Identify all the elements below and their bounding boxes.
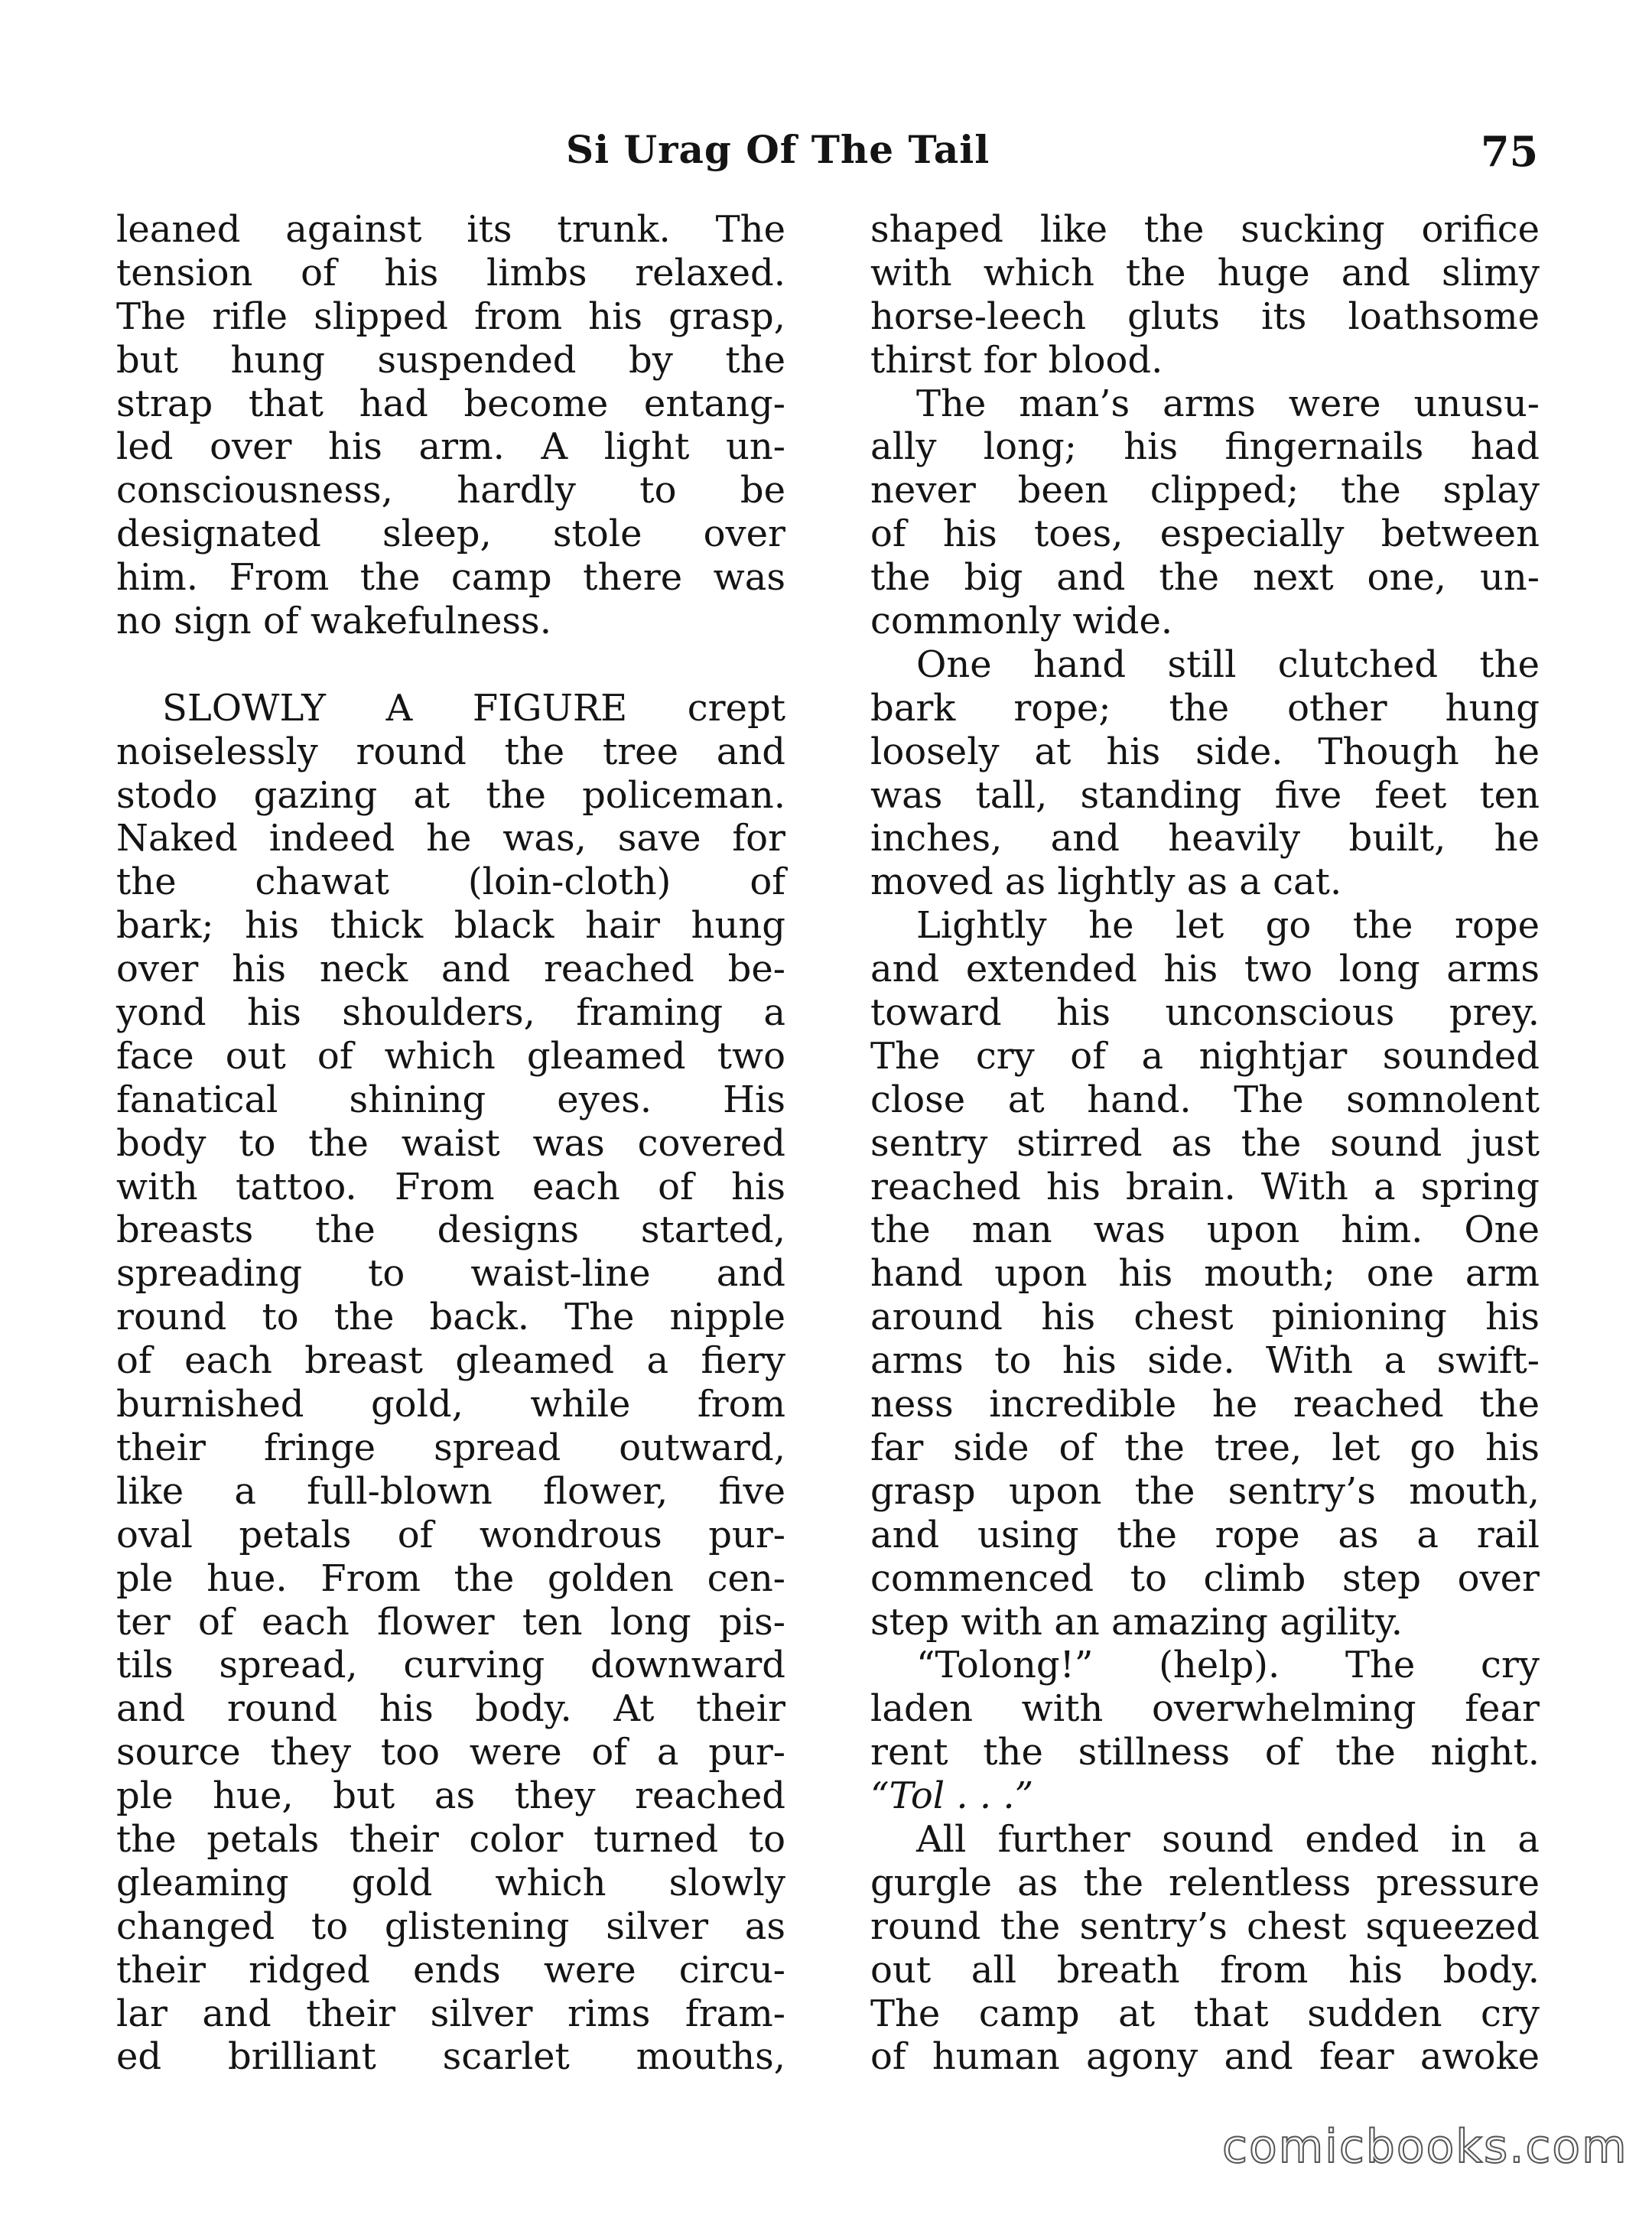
text-line: step with an amazing agility. (870, 1600, 1403, 1644)
text-line: inches, and heavily built, he (870, 817, 1540, 860)
text-line: Naked indeed he was, save for (116, 817, 785, 860)
text-line: the petals their color turned to (116, 1817, 785, 1861)
text-line: tils spread, curving downward (116, 1644, 785, 1687)
text-line: and extended his two long arms (870, 948, 1540, 991)
running-header-title: Si Urag Of The Tail (566, 127, 990, 172)
text-line: but hung suspended by the (116, 338, 785, 382)
text-line: laden with overwhelming fear (870, 1687, 1540, 1731)
text-line: reached his brain. With a spring (870, 1165, 1540, 1208)
text-line: ple hue. From the golden cen- (116, 1556, 785, 1600)
text-line: gurgle as the relentless pressure (870, 1861, 1540, 1904)
text-line: sentry stirred as the sound just (870, 1121, 1540, 1165)
text-line: shaped like the sucking orifice (870, 208, 1540, 251)
text-line: face out of which gleamed two (116, 1034, 785, 1078)
site-watermark: comicbooks.com (1222, 2120, 1628, 2174)
text-line: All further sound ended in a (916, 1817, 1540, 1861)
text-line: led over his arm. A light un- (116, 425, 785, 469)
text-line: the man was upon him. One (870, 1208, 1540, 1252)
text-line: The man’s arms were unusu- (916, 382, 1540, 425)
text-line: ally long; his fingernails had (870, 425, 1540, 469)
text-line: commonly wide. (870, 600, 1173, 643)
text-line: body to the waist was covered (116, 1121, 785, 1165)
text-line: round to the back. The nipple (116, 1296, 785, 1339)
text-line: leaned against its trunk. The (116, 208, 785, 251)
text-line: gleaming gold which slowly (116, 1861, 785, 1904)
left-text-column (116, 208, 785, 2079)
text-line: burnished gold, while from (116, 1383, 785, 1426)
text-line: and using the rope as a rail (870, 1513, 1540, 1556)
text-line: horse-leech gluts its loathsome (870, 294, 1540, 338)
text-line: no sign of wakefulness. (116, 600, 551, 643)
text-line: tension of his limbs relaxed. (116, 251, 785, 294)
text-line: hand upon his mouth; one arm (870, 1252, 1540, 1296)
text-line: ness incredible he reached the (870, 1383, 1540, 1426)
text-line: of his toes, especially between (870, 512, 1540, 556)
text-line: never been clipped; the splay (870, 469, 1540, 512)
text-line: ed brilliant scarlet mouths, (116, 2035, 785, 2079)
text-line: designated sleep, stole over (116, 512, 785, 556)
text-line: source they too were of a pur- (116, 1731, 785, 1774)
text-line: arms to his side. With a swift- (870, 1339, 1540, 1383)
text-line: bark rope; the other hung (870, 686, 1540, 730)
text-line: rent the stillness of the night. (870, 1731, 1540, 1774)
text-line: ter of each flower ten long pis- (116, 1600, 785, 1644)
text-line: The cry of a nightjar sounded (870, 1034, 1540, 1078)
text-line: noiselessly round the tree and (116, 730, 785, 773)
text-line: and round his body. At their (116, 1687, 785, 1731)
text-line: spreading to waist-line and (116, 1252, 785, 1296)
text-line: ple hue, but as they reached (116, 1774, 785, 1818)
text-line: Lightly he let go the rope (916, 904, 1540, 948)
text-line: over his neck and reached be- (116, 948, 785, 991)
text-line: far side of the tree, let go his (870, 1426, 1540, 1469)
text-line: “Tol . . .” (870, 1774, 1034, 1818)
text-line: loosely at his side. Though he (870, 730, 1540, 773)
text-line: consciousness, hardly to be (116, 469, 785, 512)
text-line: grasp upon the sentry’s mouth, (870, 1469, 1540, 1513)
text-line: moved as lightly as a cat. (870, 860, 1342, 904)
text-line: him. From the camp there was (116, 556, 785, 600)
text-line: thirst for blood. (870, 338, 1163, 382)
section-opening-line: SLOWLY A FIGURE crept (162, 686, 785, 730)
text-line: breasts the designs started, (116, 1208, 785, 1252)
text-line: “Tolong!” (help). The cry (916, 1644, 1540, 1687)
text-line: changed to glistening silver as (116, 1904, 785, 1948)
text-line: their ridged ends were circu- (116, 1948, 785, 1992)
text-line: the big and the next one, un- (870, 556, 1540, 600)
text-line: The camp at that sudden cry (870, 1992, 1540, 2035)
text-line: of human agony and fear awoke (870, 2035, 1540, 2079)
text-line: stodo gazing at the policeman. (116, 773, 785, 817)
right-text-column (870, 208, 1540, 2079)
text-line: strap that had become entang- (116, 382, 785, 425)
text-line: close at hand. The somnolent (870, 1078, 1540, 1121)
text-line: their fringe spread outward, (116, 1426, 785, 1469)
text-line: was tall, standing five feet ten (870, 773, 1540, 817)
text-line: around his chest pinioning his (870, 1296, 1540, 1339)
text-line: oval petals of wondrous pur- (116, 1513, 785, 1556)
text-line: the chawat (loin-cloth) of (116, 860, 785, 904)
page-number: 75 (1481, 127, 1539, 176)
paragraph-gap (116, 643, 785, 687)
text-line: round the sentry’s chest squeezed (870, 1904, 1540, 1948)
text-line: The rifle slipped from his grasp, (116, 294, 785, 338)
text-line: One hand still clutched the (916, 642, 1540, 686)
text-line: with tattoo. From each of his (116, 1165, 785, 1208)
text-line: out all breath from his body. (870, 1948, 1540, 1992)
text-line: bark; his thick black hair hung (116, 904, 785, 948)
text-line: toward his unconscious prey. (870, 991, 1540, 1035)
text-line: with which the huge and slimy (870, 251, 1540, 294)
text-line: lar and their silver rims fram- (116, 1992, 785, 2035)
text-line: commenced to climb step over (870, 1556, 1540, 1600)
text-line: yond his shoulders, framing a (116, 991, 785, 1035)
text-line: of each breast gleamed a fiery (116, 1339, 785, 1383)
text-line: like a full-blown flower, five (116, 1469, 785, 1513)
text-line: fanatical shining eyes. His (116, 1078, 785, 1121)
